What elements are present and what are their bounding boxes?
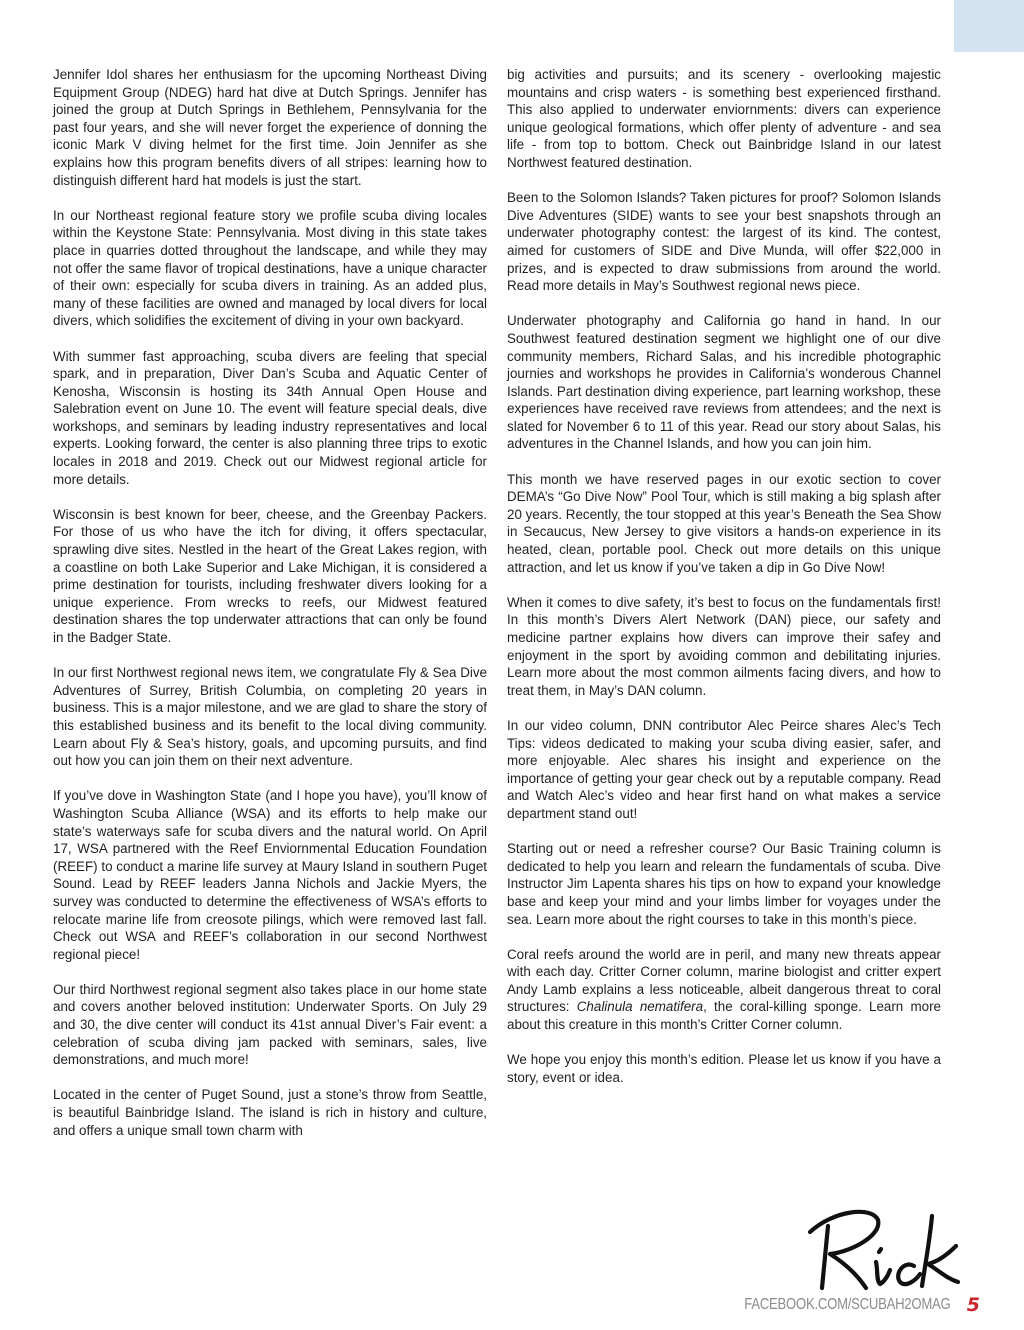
paragraph-basic-training: Starting out or need a refresher course? Our Basic Training column is dedicated to help you learn and relearn the fundamentals of scuba. Dive Instructor Jim Lapenta shares his tips on how to expand your knowledge base and keep your mind and your limbs limber for voyages under the sea. Learn more about the right courses to take in this month’s piece. (507, 841, 941, 927)
paragraph-wisconsin: Wisconsin is best known for beer, cheese, and the Greenbay Packers. For those of us who have the itch for diving, it offers spectacular, sprawling dive sites. Nestled in the heart of the Great Lakes region, with a coastline on both Lake Superior and Lake Michigan, it is considered a prime destination for tourists, including freshwater divers looking for a unique experience. From wrecks to reefs, our Midwest featured destination shares the top underwater attractions that can only be found in the Badger State. (53, 506, 487, 645)
paragraph-solomon-islands: Been to the Solomon Islands? Taken pictures for proof? Solomon Islands Dive Adventures (SIDE) wants to see your best snapshots through an underwater photography contest: the largest of its kind. The contest, aimed for customers of SIDE and Dive Munda, will offer $22,000 in prizes, and is expected to draw submissions from around the world. Read more details in May’s Southwest regional news piece. (507, 190, 941, 294)
critter-text-after: , the coral-killing sponge. Learn more about this creature in this month’s Critter Corner column. (507, 999, 941, 1033)
paragraph-go-dive-now: This month we have reserved pages in our exotic section to cover DEMA’s “Go Dive Now” Pool Tour, which is still making a big splash after 20 years. Recently, the tour stopped at this year’s Beneath the Sea Show in Secaucus, New Jersey to give visitors a hands-on experience in its heated, clean, portable pool. Check out more details on this unique attraction, and let us know if you’ve taken a dip in Go Dive Now! (507, 471, 941, 575)
paragraph-fly-and-sea: In our first Northwest regional news item, we congratulate Fly & Sea Dive Adventures of Surrey, British Columbia, on completing 20 years in business. This is a major milestone, and we are glad to share the story of this established business and its benefit to the local diving community. Learn about Fly & Sea’s history, goals, and upcoming pursuits, and find out how you can join them on their next adventure. (53, 665, 487, 769)
paragraph-diver-dans: With summer fast approaching, scuba divers are feeling that special spark, and in preparation, Diver Dan’s Scuba and Aquatic Center of Kenosha, Wisconsin is hosting its 34th Annual Open House and Salebration event on June 10. The event will feature special deals, dive workshops, and seminars by leading industry representatives and local experts. Looking forward, the center is also planning three trips to exotic locales in 2018 and 2019. Check out our Midwest regional article for more details. (53, 348, 487, 487)
page-number: 5 (966, 1294, 980, 1316)
paragraph-bainbridge-end: big activities and pursuits; and its scenery - overlooking majestic mountains and crisp waters - is something best experienced firsthand. This also applied to underwater enviornments: divers can experience unique geological formations, which offer plenty of adventure - and sea life - from top to bottom. Check out Bainbridge Island in our latest Northwest featured destination. (507, 67, 941, 170)
facebook-url[interactable]: FACEBOOK.COM/SCUBAH2OMAG (744, 1296, 951, 1313)
paragraph-wsa-reef: If you’ve dove in Washington State (and I hope you have), you’ll know of Washington Scuba Alliance (WSA) and its efforts to help make our state’s waterways safe for scuba divers and the natural world. On April 17, WSA partnered with the Reef Enviornmental Education Foundation (REEF) to conduct a marine life survey at Maury Island in southern Puget Sound. Lead by REEF leaders Janna Nichols and Jackie Myers, the survey was conducted to determine the effectiveness of WSA’s efforts to relocate marine life from creosote pilings, which were removed last fall. Check out WSA and REEF’s collaboration in our second Northwest regional piece! (53, 788, 487, 962)
paragraph-underwater-sports: Our third Northwest regional segment also takes place in our home state and covers another beloved institution: Underwater Sports. On July 29 and 30, the dive center will conduct its 41st annual Diver’s Fair event: a celebration of scuba diving jam packed with seminars, sales, live demonstrations, and much more! (53, 981, 487, 1068)
paragraph-closing: We hope you enjoy this month’s edition. Please let us know if you have a story, event or idea. (507, 1052, 941, 1085)
paragraph-pennsylvania: In our Northeast regional feature story we profile scuba diving locales within the Keystone State: Pennsylvania. Most diving in this state takes place in quarries dotted throughout the landscape, and while they may not offer the same flavor of tropical destinations, have a unique character of their own: especially for scuba divers in training. As an added plus, many of these facilities are owned and managed by local divers for local divers, which solidifies the excitement of diving in your own backyard. (53, 207, 487, 329)
critter-text-before: Coral reefs around the world are in peril, and many new threats appear with each day. Critter Corner column, marine biologist and critter expert Andy Lamb explains a less noticeable, albeit dangerous threat to coral structures: (507, 946, 941, 1015)
signature-rick (806, 1196, 966, 1294)
paragraph-ndeg-hard-hat: Jennifer Idol shares her enthusiasm for the upcoming Northeast Diving Equipment Group (NDEG) hard hat dive at Dutch Springs. Jennifer has joined the group at Dutch Springs in Bethlehem, Pennsylvania for the past four years, and she will never forget the experience of donning the iconic Mark V diving helmet for the first time. Join Jennifer as she explains how this program benefits divers of all stripes: learning how to distinguish different hard hat models is just the start. (53, 67, 487, 188)
left-column (53, 66, 487, 1157)
species-name: Chalinula nematifera (576, 999, 704, 1015)
page-footer (699, 1290, 980, 1320)
corner-tab (954, 0, 1024, 52)
paragraph-california: Underwater photography and California go hand in hand. In our Southwest featured destination segment we highlight one of our dive community members, Richard Salas, and his incredible photographic journies and workshops he provides in California’s wonderous Channel Islands. Part destination diving experience, part learning workshop, these experiences have received rave reviews from attendees; and the next is slated for November 6 to 11 of this year. Read our story about Salas, his adventures in the Channel Islands, and how you can join him. (507, 313, 941, 452)
paragraph-critter-corner (507, 946, 941, 1034)
paragraph-tech-tips: In our video column, DNN contributor Alec Peirce shares Alec’s Tech Tips: videos dedicated to making your scuba diving easier, safer, and more enjoyable. Alec shares his insight and experience on the importance of getting your gear check out by a reputable company. Read and Watch Alec’s video and hear first hand on what makes a service department stand out! (507, 717, 941, 821)
right-column (507, 66, 941, 1104)
paragraph-dan-safety: When it comes to dive safety, it’s best to focus on the fundamentals first! In this month’s Divers Alert Network (DAN) piece, our safety and medicine partner explains how divers can improve their safey and enjoyment in the sport by avoiding common and debilitating injuries. Learn more about the most common ailments facing divers, and how to treat them, in May’s DAN column. (507, 594, 941, 698)
paragraph-bainbridge-start: Located in the center of Puget Sound, just a stone’s throw from Seattle, is beautiful Bainbridge Island. The island is rich in history and culture, and offers a unique small town charm with (53, 1087, 487, 1138)
